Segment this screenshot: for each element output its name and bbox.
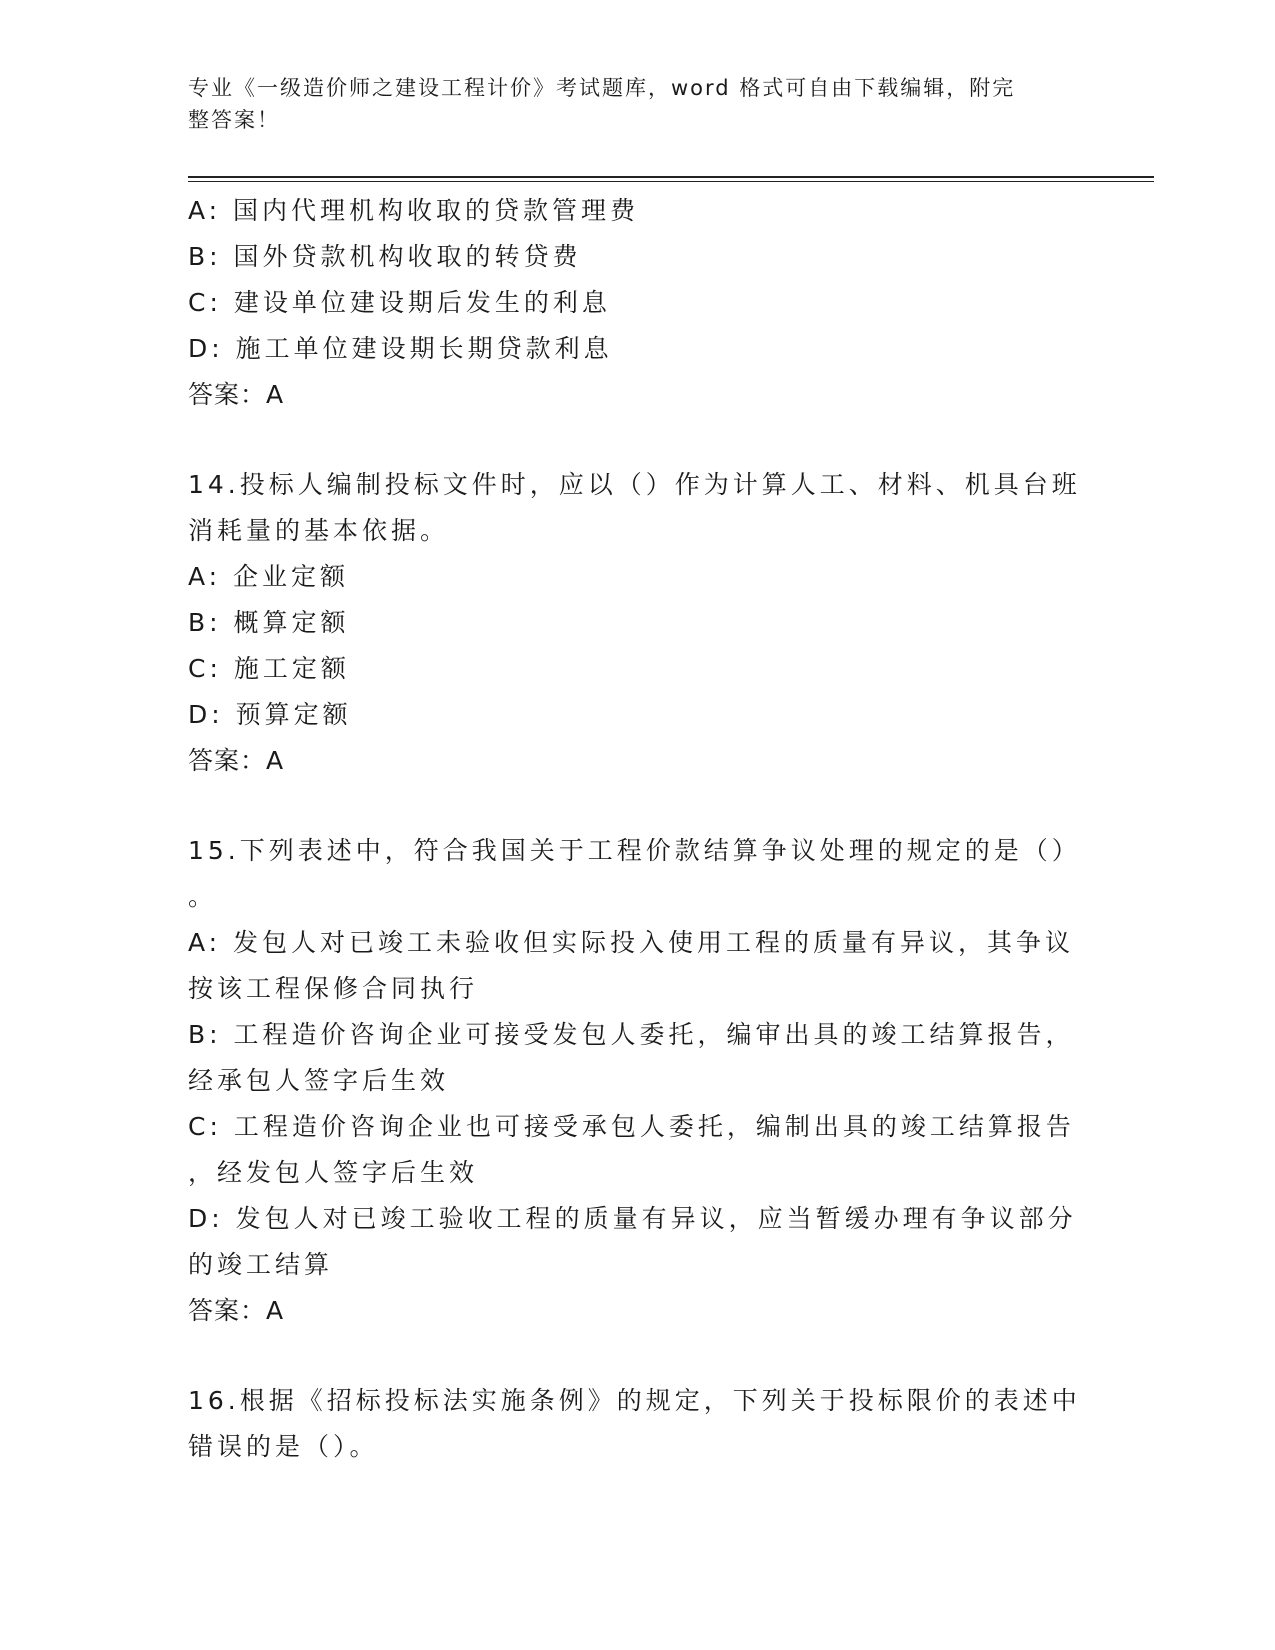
option-c: C: 工程造价咨询企业也可接受承包人委托，编制出具的竣工结算报告 — [188, 1112, 1075, 1141]
option-c: C: 施工定额 — [188, 654, 350, 683]
answer-line: 答案：A — [188, 380, 285, 409]
question-stem-continued: 。 — [188, 882, 218, 911]
question-list — [188, 188, 1088, 1470]
option-c: C: 建设单位建设期后发生的利息 — [188, 288, 611, 317]
question-15 — [188, 828, 1088, 1334]
question-stem: 16.根据《招标投标法实施条例》的规定，下列关于投标限价的表述中 — [188, 1386, 1081, 1415]
question-stem-continued: 消耗量的基本依据。 — [188, 516, 450, 545]
header-divider-thick — [188, 176, 1154, 178]
question-13 — [188, 188, 1088, 418]
option-a-continued: 按该工程保修合同执行 — [188, 974, 479, 1003]
question-16 — [188, 1378, 1088, 1470]
option-d: D: 发包人对已竣工验收工程的质量有异议，应当暂缓办理有争议部分 — [188, 1204, 1077, 1233]
header-line-2: 整答案！ — [188, 108, 280, 132]
question-stem: 15.下列表述中，符合我国关于工程价款结算争议处理的规定的是（） — [188, 836, 1081, 865]
option-b-continued: 经承包人签字后生效 — [188, 1066, 450, 1095]
option-a: A: 企业定额 — [188, 562, 350, 591]
option-d: D: 预算定额 — [188, 700, 352, 729]
option-c-continued: ，经发包人签字后生效 — [188, 1158, 479, 1187]
answer-line: 答案：A — [188, 1296, 285, 1325]
option-b: B: 工程造价咨询企业可接受发包人委托，编审出具的竣工结算报告， — [188, 1020, 1075, 1049]
header-divider-thin — [188, 181, 1154, 182]
question-stem-continued: 错误的是（）。 — [188, 1432, 379, 1461]
question-stem: 14.投标人编制投标文件时，应以（）作为计算人工、材料、机具台班 — [188, 470, 1081, 499]
option-d-continued: 的竣工结算 — [188, 1250, 334, 1279]
option-d: D: 施工单位建设期长期贷款利息 — [188, 334, 613, 363]
option-b: B: 概算定额 — [188, 608, 350, 637]
option-a: A: 国内代理机构收取的贷款管理费 — [188, 196, 640, 225]
option-b: B: 国外贷款机构收取的转贷费 — [188, 242, 582, 271]
page-header — [188, 72, 1078, 136]
question-14 — [188, 462, 1088, 784]
option-a: A: 发包人对已竣工未验收但实际投入使用工程的质量有异议，其争议 — [188, 928, 1075, 957]
header-line-1: 专业《一级造价师之建设工程计价》考试题库，word 格式可自由下载编辑，附完 — [188, 76, 1016, 100]
answer-line: 答案：A — [188, 746, 285, 775]
